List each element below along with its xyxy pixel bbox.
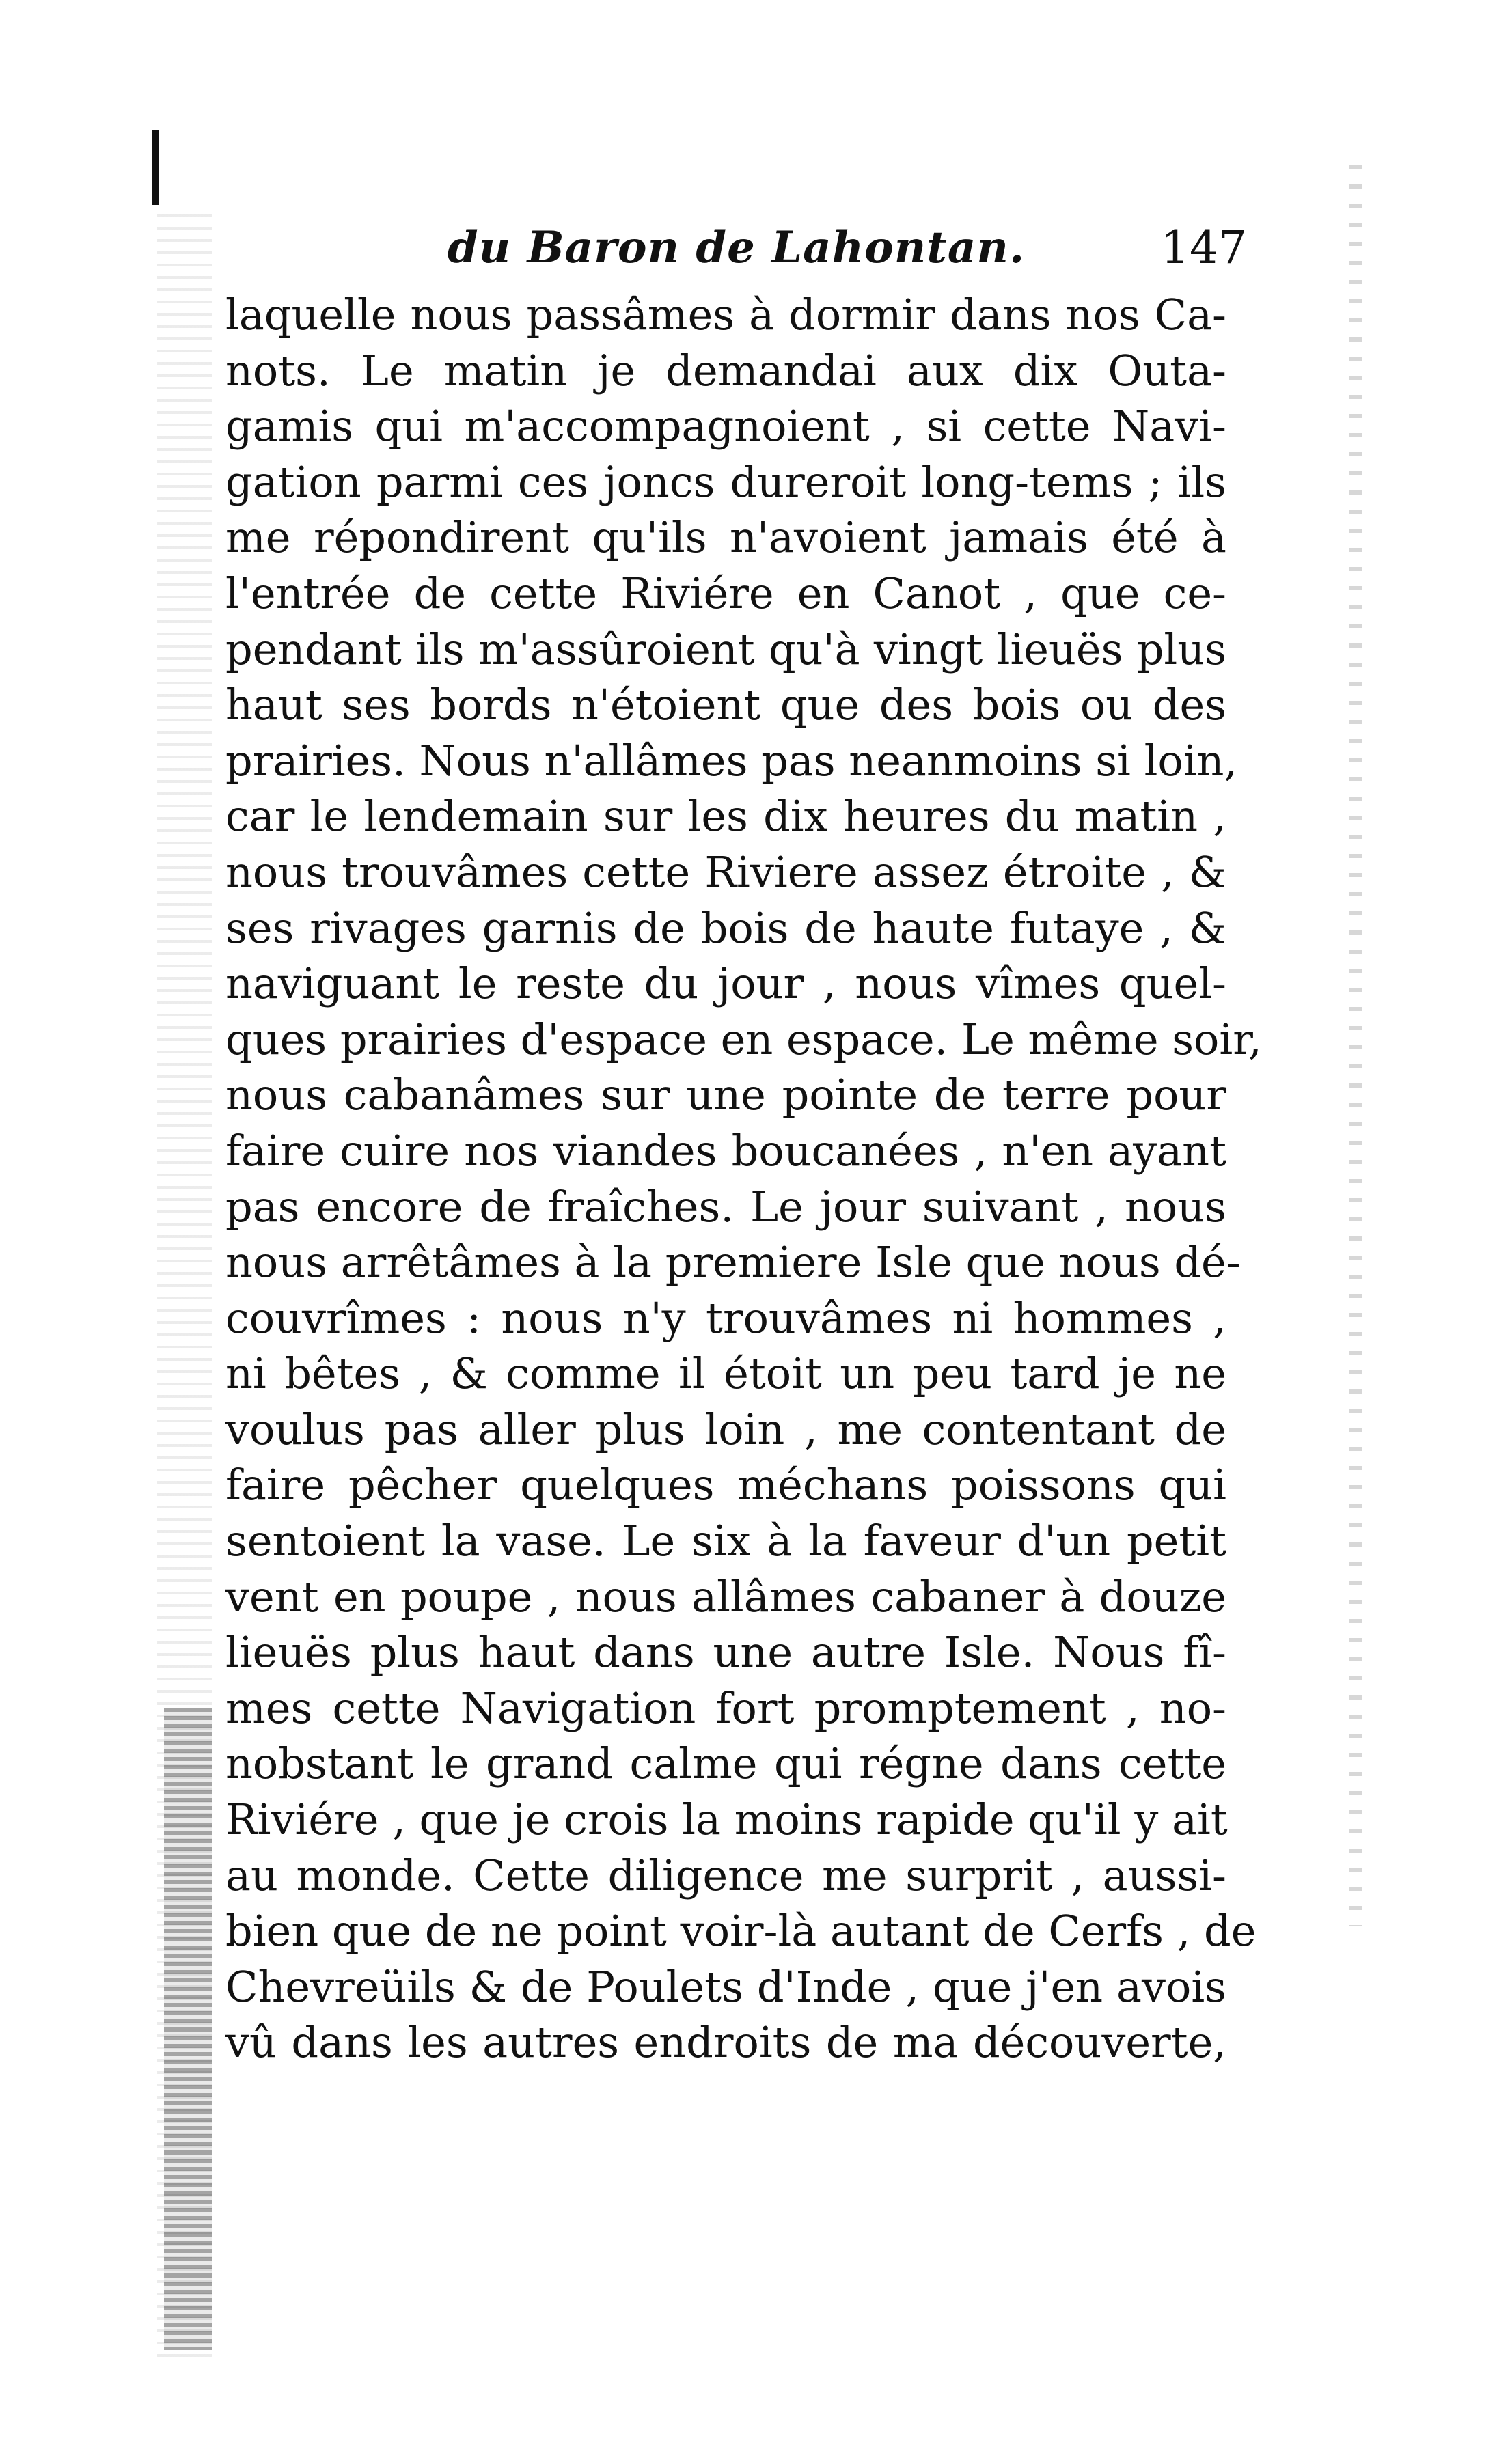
page-gutter-dark-shadow	[164, 1708, 212, 2350]
text-line: ni bêtes , & comme il étoit un peu tard je ne	[225, 1348, 1226, 1399]
text-line: faire pêcher quelques méchans poissons qui	[225, 1460, 1226, 1510]
text-line: pas encore de fraîches. Le jour suivant , nous	[225, 1181, 1226, 1232]
page-number: 147	[1161, 221, 1247, 274]
text-line: nobstant le grand calme qui régne dans cette	[225, 1739, 1226, 1789]
text-line: gation parmi ces joncs dureroit long-tems ; ils	[225, 456, 1226, 507]
text-line: couvrîmes : nous n'y trouvâmes ni hommes ,	[225, 1292, 1226, 1343]
binding-mark	[152, 130, 159, 205]
text-line: sentoient la vase. Le six à la faveur d'un petit	[225, 1516, 1226, 1566]
text-line: nous cabanâmes sur une pointe de terre pour	[225, 1070, 1226, 1120]
text-line: naviguant le reste du jour , nous vîmes quel-	[225, 958, 1226, 1009]
text-line: Chevreüils & de Poulets d'Inde , que j'en avois	[225, 1961, 1226, 2012]
text-line: vent en poupe , nous allâmes cabaner à douze	[225, 1571, 1226, 1622]
text-line: mes cette Navigation fort promptement , no-	[225, 1683, 1226, 1733]
text-line: me répondirent qu'ils n'avoient jamais été à	[225, 512, 1226, 563]
page-right-edge-marks	[1349, 150, 1362, 1926]
text-line: gamis qui m'accompagnoient , si cette Navi-	[225, 401, 1226, 452]
text-line: haut ses bords n'étoient que des bois ou des	[225, 680, 1226, 730]
text-line: lieuës plus haut dans une autre Isle. Nous fî-	[225, 1627, 1226, 1678]
text-line: car le lendemain sur les dix heures du matin ,	[225, 791, 1226, 842]
page-header	[448, 217, 1247, 279]
text-line: nous trouvâmes cette Riviere assez étroite , &	[225, 846, 1226, 897]
text-line: pendant ils m'assûroient qu'à vingt lieuës plus	[225, 624, 1226, 674]
text-line: bien que de ne point voir-là autant de Cerfs , de	[225, 1906, 1257, 1956]
text-line: laquelle nous passâmes à dormir dans nos Ca-	[225, 290, 1226, 340]
text-line: l'entrée de cette Riviére en Canot , que ce-	[225, 568, 1226, 618]
body-text	[225, 287, 1262, 2071]
text-line: ques prairies d'espace en espace. Le même soir,	[225, 1014, 1262, 1064]
text-line: vû dans les autres endroits de ma découverte,	[225, 2017, 1226, 2068]
text-line: nous arrêtâmes à la premiere Isle que nous dé-	[225, 1237, 1241, 1288]
text-line: au monde. Cette diligence me surprit , aussi-	[225, 1850, 1226, 1900]
text-line: nots. Le matin je demandai aux dix Outa-	[225, 345, 1226, 396]
text-line: voulus pas aller plus loin , me contentant de	[225, 1404, 1226, 1454]
text-line: prairies. Nous n'allâmes pas neanmoins si loin,	[225, 735, 1238, 786]
running-title: du Baron de Lahontan.	[448, 222, 1026, 273]
text-line: Riviére , que je crois la moins rapide qu'il y ait	[225, 1795, 1228, 1845]
text-line: ses rivages garnis de bois de haute futaye , &	[225, 902, 1226, 953]
text-line: faire cuire nos viandes boucanées , n'en ayant	[225, 1125, 1226, 1176]
